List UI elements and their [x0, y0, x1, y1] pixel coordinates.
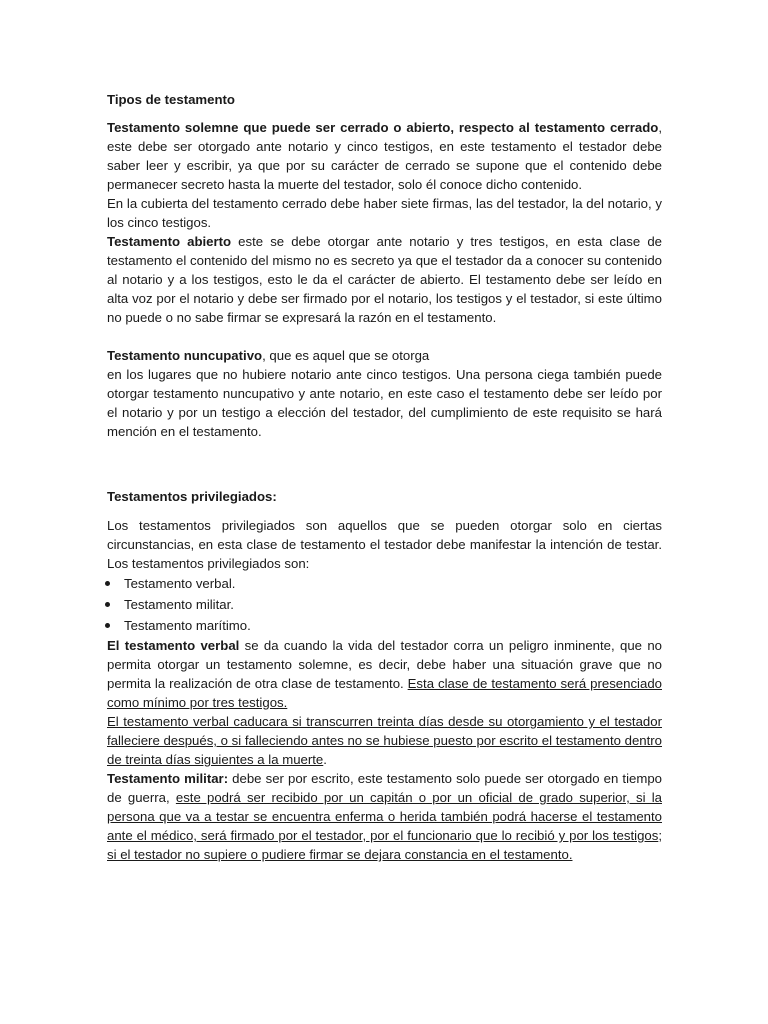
term-verbal: El testamento verbal — [107, 638, 240, 653]
term-militar: Testamento militar: — [107, 771, 229, 786]
privilegiados-list — [107, 573, 662, 636]
paragraph-verbal: El testamento verbal se da cuando la vida del testador corra un peligro inminente, que no permita otorgar un testamento solemne, es decir, debe haber una situación grave que no permita la realización de otra clase de testamento. Esta clase de testamento será presenciado como mínimo por tres testigos. — [107, 638, 662, 710]
paragraph-privilegiados-intro: Los testamentos privilegiados son aquellos que se pueden otorgar solo en ciertas circunstancias, en esta clase de testamento el testador debe manifestar la intención de testar. Los testamentos privilegiados son: — [107, 518, 662, 571]
list-item: Testamento marítimo. — [107, 615, 662, 636]
section-heading-privilegiados: Testamentos privilegiados: — [107, 489, 277, 504]
paragraph-solemne: Testamento solemne que puede ser cerrado o abierto, respecto al testamento cerrado, este debe ser otorgado ante notario y cinco testigos, en este testamento el testador debe saber leer y escribir, ya que por su carácter de cerrado se supone que el contenido debe permanecer secreto hasta la muerte del testador, solo él conoce dicho contenido. — [107, 120, 662, 192]
list-item: Testamento verbal. — [107, 573, 662, 594]
term-solemne: Testamento solemne que puede ser cerrado o abierto, respecto al testamento cerrado — [107, 120, 659, 135]
paragraph-nuncupativo: en los lugares que no hubiere notario ante cinco testigos. Una persona ciega también puede otorgar testamento nuncupativo y ante notario, en este caso el testamento debe ser leído por el notario y por un testigo a elección del testador, del cumplimiento de este requisito se hará mención en el testamento. — [107, 367, 662, 439]
paragraph-nuncupativo-intro: Testamento nuncupativo, que es aquel que se otorga — [107, 348, 430, 363]
paragraph-abierto: Testamento abierto este se debe otorgar ante notario y tres testigos, en esta clase de testamento el contenido del mismo no es secreto ya que el testador da a conocer su contenido al notario y a los testigos, esto le da el carácter de abierto. El testamento debe ser leído en alta voz por el notario y debe ser firmado por el notario, los testigos y el testador, si este último no puede o no sabe firmar se expresará la razón en el testamento. — [107, 234, 662, 325]
term-abierto: Testamento abierto — [107, 234, 232, 249]
document-title: Tipos de testamento — [107, 92, 235, 107]
paragraph-cubierta: En la cubierta del testamento cerrado debe haber siete firmas, las del testador, la del notario, y los cinco testigos. — [107, 196, 662, 230]
paragraph-militar: Testamento militar: debe ser por escrito, este testamento solo puede ser otorgado en tiempo de guerra, este podrá ser recibido por un capitán o por un oficial de grado superior, si la persona que va a testar se encuentra enferma o herida también podrá hacerse el testamento ante el médico, será firmado por el testador, por el funcionario que lo recibió y por los testigos; si el testador no supiere o pudiere firmar se dejara constancia en el testamento. — [107, 771, 662, 862]
term-nuncupativo: Testamento nuncupativo — [107, 348, 263, 363]
list-item: Testamento militar. — [107, 594, 662, 615]
paragraph-caducara: El testamento verbal caducara si transcurren treinta días desde su otorgamiento y el testador falleciere después, o si falleciendo antes no se hubiese puesto por escrito el testamento dentro de treinta días siguientes a la muerte. — [107, 714, 662, 767]
document-body — [107, 90, 662, 864]
